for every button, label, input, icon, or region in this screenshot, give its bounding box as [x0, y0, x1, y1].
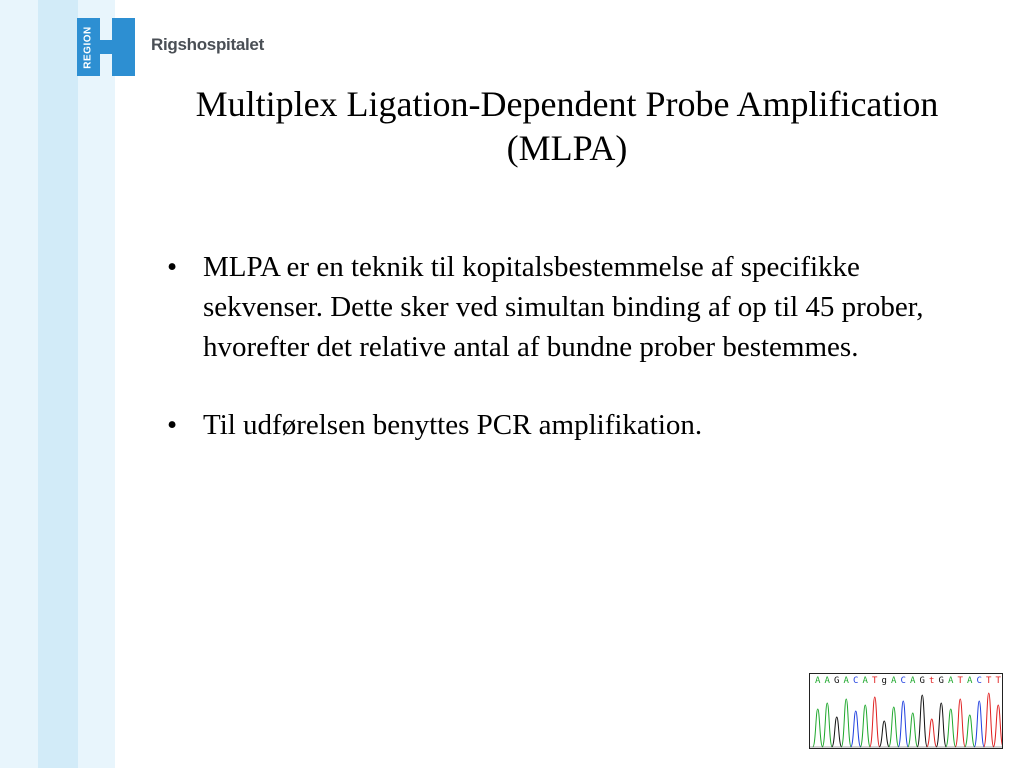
dna-base-letter: A — [910, 676, 916, 686]
dna-base-letter: T — [995, 676, 1001, 686]
chromatogram-peak — [879, 721, 889, 747]
chromatogram-peak — [965, 715, 975, 747]
slide-title — [130, 82, 1004, 170]
chromatogram-peak — [927, 719, 937, 747]
bullet-item — [165, 247, 955, 367]
decorative-stripe-middle — [38, 0, 78, 768]
chromatogram-trace — [810, 687, 1002, 749]
chromatogram-peak — [936, 703, 946, 747]
chromatogram-peak — [908, 713, 918, 747]
bullet-text-1: MLPA er en teknik til kopitalsbestemmelse af specifikke sekvenser. Dette sker ved simultan binding af op til 45 prober, hvorefter det relative antal af bundne prober bestemmes. — [203, 251, 924, 363]
logo-region-label: REGION — [83, 25, 95, 69]
hospital-logo — [77, 18, 277, 76]
slide-title-line-2: (MLPA) — [506, 128, 628, 168]
dna-base-letter: A — [967, 676, 973, 686]
dna-base-letter: A — [862, 676, 868, 686]
dna-base-letter: A — [948, 676, 954, 686]
dna-sequence-letters — [813, 675, 1003, 687]
decorative-stripe-right — [78, 0, 115, 768]
chromatogram-peak — [898, 701, 908, 747]
chromatogram-peak — [841, 699, 851, 747]
dna-base-letter: A — [843, 676, 849, 686]
dna-base-letter: A — [891, 676, 897, 686]
dna-base-letter: T — [957, 676, 963, 686]
dna-base-letter: C — [853, 676, 859, 686]
chromatogram-peak — [832, 717, 842, 747]
chromatogram-peak — [993, 705, 1002, 747]
chromatogram-peak — [955, 699, 965, 747]
chromatogram-peak — [860, 705, 870, 747]
dna-base-letter: C — [976, 676, 982, 686]
chromatogram-peak — [974, 701, 984, 747]
dna-base-letter: C — [900, 676, 906, 686]
dna-base-letter: G — [938, 676, 944, 686]
chromatogram-peak — [946, 709, 956, 747]
dna-chromatogram-image — [809, 673, 1003, 749]
chromatogram-peak — [984, 693, 994, 747]
logo-hospital-name: Rigshospitalet — [151, 35, 264, 54]
bullet-list — [165, 247, 955, 445]
slide-title-line-1: Multiplex Ligation-Dependent Probe Amplification — [195, 84, 939, 124]
bullet-item — [165, 405, 955, 445]
chromatogram-peak — [851, 711, 861, 747]
chromatogram-peak — [822, 703, 832, 747]
bullet-dot: • — [167, 251, 178, 283]
chromatogram-peak — [870, 697, 880, 747]
dna-base-letter: G — [919, 676, 925, 686]
dna-base-letter: T — [986, 676, 992, 686]
dna-base-letter: A — [824, 676, 830, 686]
dna-base-letter: t — [929, 676, 935, 686]
bullet-text-2: Til udførelsen benyttes PCR amplifikation. — [203, 409, 703, 441]
dna-base-letter: T — [872, 676, 878, 686]
dna-base-letter: g — [881, 676, 887, 686]
chromatogram-peak — [917, 695, 927, 747]
chromatogram-peak — [813, 709, 823, 747]
dna-base-letter: A — [815, 676, 821, 686]
bullet-dot: • — [167, 409, 178, 441]
decorative-stripe-left — [0, 0, 38, 768]
dna-base-letter: G — [834, 676, 840, 686]
chromatogram-peak — [889, 707, 899, 747]
